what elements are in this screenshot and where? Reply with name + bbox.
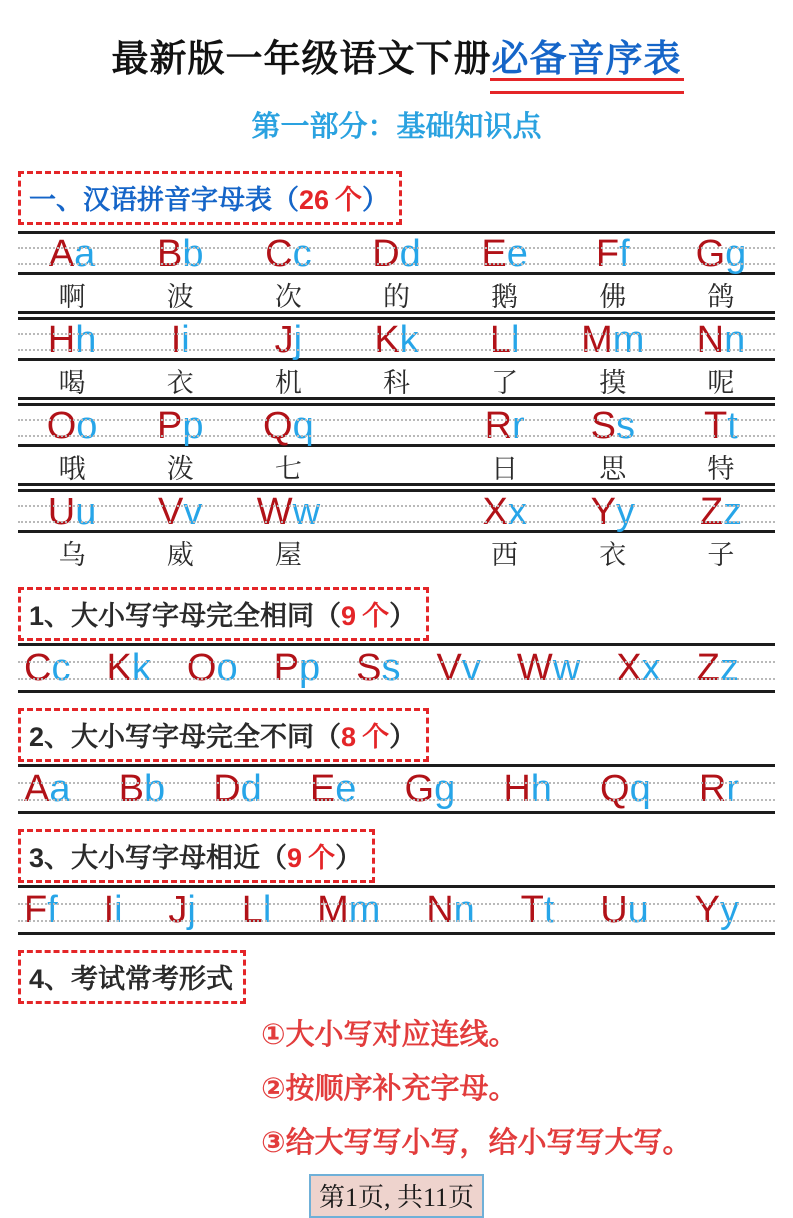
uppercase-letter: V <box>436 647 462 689</box>
uppercase-letter: S <box>356 647 382 689</box>
sound-char: 衣 <box>166 368 194 398</box>
letter-pair <box>48 319 97 361</box>
uppercase-letter: U <box>47 491 76 533</box>
letter-pair <box>48 491 97 533</box>
alphabet-sounds-row <box>18 533 775 572</box>
page-title-black: 最新版一年级语文下册 <box>111 38 492 79</box>
sound-char: 思 <box>599 454 627 484</box>
letter-pair <box>356 646 400 690</box>
uppercase-letter: C <box>265 233 293 275</box>
letter-pair <box>242 888 272 932</box>
lowercase-letter: c <box>51 647 71 689</box>
paren-close: ） <box>389 601 417 631</box>
uppercase-letter: D <box>372 233 400 275</box>
letter-pair <box>596 233 630 275</box>
subsection-3-label: 3、大小写字母相近 <box>29 843 261 873</box>
lowercase-letter: w <box>292 491 321 533</box>
letter-cell <box>451 406 559 446</box>
sound-char: 衣 <box>599 540 627 570</box>
lowercase-letter: f <box>47 889 58 931</box>
lowercase-letter: r <box>512 405 525 447</box>
letter-pair <box>697 646 739 690</box>
paren-close: ） <box>362 185 390 215</box>
lowercase-letter: k <box>399 319 419 361</box>
uppercase-letter: H <box>503 768 531 810</box>
letter-pair <box>119 767 166 811</box>
sound-char: 威 <box>166 540 194 570</box>
letter-pair <box>437 646 481 690</box>
sound-char: 机 <box>274 368 302 398</box>
lowercase-letter: d <box>240 768 262 810</box>
sound-char: 波 <box>166 282 194 312</box>
lowercase-letter: j <box>187 889 196 931</box>
uppercase-letter: M <box>581 319 613 361</box>
uppercase-letter: H <box>47 319 76 361</box>
lowercase-letter: t <box>727 405 738 447</box>
letter-cell <box>126 234 234 274</box>
uppercase-letter: D <box>213 768 241 810</box>
subsection-3-heading <box>18 829 375 883</box>
subsection-1-count: 9 <box>341 601 357 631</box>
letter-pair <box>213 767 262 811</box>
page-number-badge: 第1页, 共11页 <box>309 1174 484 1218</box>
page-title-blue-underlined: 必备音序表 <box>492 28 682 82</box>
uppercase-letter: Q <box>263 405 293 447</box>
subsection-2-heading <box>18 708 429 762</box>
page-subtitle: 第一部分：基础知识点 <box>251 111 542 143</box>
lowercase-letter: i <box>181 319 190 361</box>
sound-char: 鹅 <box>491 282 519 312</box>
letter-cell <box>559 320 667 360</box>
lowercase-letter: z <box>719 647 739 689</box>
subsection-3-unit: 个 <box>308 843 336 873</box>
lowercase-letter: k <box>131 647 151 689</box>
letter-cell <box>559 406 667 446</box>
uppercase-letter: K <box>374 319 400 361</box>
alphabet-letters-row <box>18 403 775 447</box>
letter-pair <box>700 491 742 533</box>
uppercase-letter: C <box>24 647 52 689</box>
sound-char: 科 <box>382 368 410 398</box>
lowercase-letter: o <box>216 647 238 689</box>
lowercase-letter: l <box>510 319 520 361</box>
letter-cell <box>559 234 667 274</box>
alphabet-letters-row <box>18 489 775 533</box>
sound-char: 日 <box>491 454 519 484</box>
uppercase-letter: P <box>273 647 299 689</box>
uppercase-letter: T <box>704 405 728 447</box>
lowercase-letter: y <box>719 889 739 931</box>
lowercase-letter: u <box>627 889 649 931</box>
paren-open: （ <box>260 843 288 873</box>
lowercase-letter: s <box>381 647 401 689</box>
letter-pair <box>104 888 123 932</box>
subsection-1-heading-wrap <box>18 587 775 641</box>
uppercase-letter: F <box>24 889 48 931</box>
alphabet-count: 26 <box>299 185 330 215</box>
lowercase-letter: c <box>292 233 312 275</box>
uppercase-letter: W <box>256 491 293 533</box>
letter-cell <box>451 492 559 532</box>
letters-row-identical <box>18 643 775 693</box>
sound-char: 屋 <box>274 540 302 570</box>
letter-pair <box>591 405 635 447</box>
letter-pair <box>482 491 526 533</box>
uppercase-letter: I <box>170 319 182 361</box>
letter-pair <box>317 888 380 932</box>
page-title <box>18 28 775 82</box>
sound-char: 啊 <box>58 282 86 312</box>
letter-pair <box>374 319 418 361</box>
letter-pair <box>503 767 552 811</box>
letter-cell <box>342 234 450 274</box>
exam-form-item: ②按顺序补充字母。 <box>261 1073 518 1105</box>
letter-cell <box>667 492 775 532</box>
letter-pair <box>168 888 195 932</box>
subsection-4-label: 4、考试常考形式 <box>29 964 234 994</box>
letter-pair <box>274 646 321 690</box>
uppercase-letter: Z <box>696 647 720 689</box>
letter-cell <box>126 320 234 360</box>
lowercase-letter: a <box>74 233 96 275</box>
uppercase-letter: B <box>118 768 144 810</box>
lowercase-letter: e <box>506 233 528 275</box>
alphabet-count-unit: 个 <box>335 185 363 215</box>
letter-cell <box>126 492 234 532</box>
letter-cell <box>667 234 775 274</box>
sound-char: 西 <box>491 540 519 570</box>
sound-char: 特 <box>707 454 735 484</box>
uppercase-letter: K <box>106 647 132 689</box>
alphabet-sounds-row <box>18 447 775 486</box>
uppercase-letter: B <box>156 233 183 275</box>
uppercase-letter: U <box>600 889 628 931</box>
letter-pair <box>517 646 580 690</box>
lowercase-letter: o <box>76 405 98 447</box>
letter-pair <box>521 888 555 932</box>
lowercase-letter: l <box>262 889 272 931</box>
sound-char: 鸽 <box>707 282 735 312</box>
sound-char: 呢 <box>707 368 735 398</box>
uppercase-letter: Q <box>600 768 630 810</box>
letter-pair <box>265 233 311 275</box>
sound-char: 喝 <box>58 368 86 398</box>
uppercase-letter: G <box>404 768 435 810</box>
letter-pair <box>157 233 204 275</box>
lowercase-letter: h <box>530 768 552 810</box>
lowercase-letter: p <box>182 405 204 447</box>
exam-form-item: ①大小写对应连线。 <box>261 1019 518 1051</box>
uppercase-letter: A <box>48 233 75 275</box>
sound-char: 七 <box>274 454 302 484</box>
uppercase-letter: Y <box>694 889 720 931</box>
lowercase-letter: t <box>543 889 555 931</box>
uppercase-letter: T <box>520 889 544 931</box>
letter-pair <box>616 646 660 690</box>
subsection-2-count: 8 <box>341 722 357 752</box>
letter-cell <box>667 406 775 446</box>
lowercase-letter: z <box>723 491 743 533</box>
uppercase-letter: O <box>46 405 77 447</box>
letter-pair <box>426 888 475 932</box>
uppercase-letter: M <box>317 889 349 931</box>
paren-open: （ <box>272 185 299 215</box>
subsection-1-label: 1、大小写字母完全相同 <box>29 601 315 631</box>
letter-pair <box>485 405 525 447</box>
letter-pair <box>106 646 150 690</box>
uppercase-letter: J <box>168 889 188 931</box>
sound-char: 了 <box>491 368 519 398</box>
uppercase-letter: V <box>158 491 184 533</box>
subsection-1-unit: 个 <box>362 601 390 631</box>
paren-open: （ <box>314 601 342 631</box>
sound-char: 泼 <box>166 454 194 484</box>
letter-pair <box>600 767 651 811</box>
lowercase-letter: m <box>348 889 381 931</box>
subsection-3-count: 9 <box>287 843 303 873</box>
uppercase-letter: J <box>274 319 294 361</box>
uppercase-letter: R <box>698 768 727 810</box>
letter-cell <box>342 406 450 446</box>
alphabet-sounds-row <box>18 361 775 400</box>
exam-forms-list <box>261 1012 775 1161</box>
lowercase-letter: v <box>183 491 203 533</box>
letter-pair <box>372 233 421 275</box>
lowercase-letter: x <box>641 647 661 689</box>
lowercase-letter: b <box>182 233 204 275</box>
uppercase-letter: L <box>489 319 511 361</box>
lowercase-letter: p <box>298 647 321 689</box>
uppercase-letter: R <box>484 405 513 447</box>
uppercase-letter: X <box>616 647 642 689</box>
letter-pair <box>699 767 739 811</box>
letter-cell <box>451 234 559 274</box>
exam-form-item: ③给大写写小写，给小写写大写。 <box>261 1127 692 1159</box>
letter-pair <box>600 888 649 932</box>
letter-pair <box>275 319 302 361</box>
subsection-2-heading-wrap <box>18 708 775 762</box>
lowercase-letter: x <box>507 491 527 533</box>
alphabet-letters-row <box>18 317 775 361</box>
letter-cell <box>18 234 126 274</box>
letter-pair <box>263 405 314 447</box>
uppercase-letter: P <box>156 405 183 447</box>
uppercase-letter: A <box>24 768 50 810</box>
letter-pair <box>697 319 746 361</box>
letter-pair <box>49 233 96 275</box>
lowercase-letter: n <box>724 319 746 361</box>
letter-pair <box>696 233 747 275</box>
sound-char: 的 <box>382 282 410 312</box>
lowercase-letter: w <box>552 647 581 689</box>
letter-pair <box>24 646 70 690</box>
lowercase-letter: n <box>453 889 475 931</box>
subsection-4-heading <box>18 950 246 1004</box>
uppercase-letter: O <box>186 647 217 689</box>
lowercase-letter: g <box>725 233 747 275</box>
letter-cell <box>342 492 450 532</box>
uppercase-letter: X <box>482 491 508 533</box>
lowercase-letter: r <box>726 768 739 810</box>
letter-cell <box>234 234 342 274</box>
uppercase-letter: S <box>590 405 616 447</box>
lowercase-letter: v <box>461 647 481 689</box>
alphabet-section-heading <box>18 171 402 225</box>
letter-pair <box>24 888 58 932</box>
lowercase-letter: h <box>75 319 97 361</box>
letter-pair <box>171 319 190 361</box>
letter-cell <box>667 320 775 360</box>
uppercase-letter: I <box>103 889 115 931</box>
uppercase-letter: N <box>426 889 454 931</box>
sound-char: 佛 <box>599 282 627 312</box>
lowercase-letter: e <box>335 768 357 810</box>
lowercase-letter: b <box>143 768 166 810</box>
uppercase-letter: F <box>595 233 620 275</box>
subsection-3-heading-wrap <box>18 829 775 883</box>
lowercase-letter: y <box>615 491 635 533</box>
alphabet-letters-row <box>18 231 775 275</box>
sound-char: 次 <box>274 282 302 312</box>
letter-cell <box>451 320 559 360</box>
subsection-2-label: 2、大小写字母完全不同 <box>29 722 315 752</box>
paren-open: （ <box>314 722 342 752</box>
letter-cell <box>559 492 667 532</box>
letter-cell <box>18 320 126 360</box>
letter-pair <box>24 767 71 811</box>
letter-pair <box>158 491 202 533</box>
letter-pair <box>695 888 739 932</box>
alphabet-section-heading-wrap <box>18 171 775 225</box>
lowercase-letter: g <box>434 768 456 810</box>
uppercase-letter: L <box>241 889 263 931</box>
subsection-1-heading <box>18 587 429 641</box>
lowercase-letter: u <box>75 491 97 533</box>
letter-pair <box>310 767 357 811</box>
lowercase-letter: q <box>629 768 651 810</box>
paren-close: ） <box>335 843 363 873</box>
letter-pair <box>581 319 644 361</box>
letter-cell <box>18 406 126 446</box>
lowercase-letter: a <box>49 768 71 810</box>
letter-pair <box>490 319 520 361</box>
letters-row-different <box>18 764 775 814</box>
letter-cell <box>234 406 342 446</box>
letter-pair <box>157 405 204 447</box>
alphabet-heading-label: 一、汉语拼音字母表 <box>29 185 272 215</box>
uppercase-letter: G <box>695 233 726 275</box>
alphabet-table <box>18 231 775 572</box>
letter-pair <box>257 491 320 533</box>
letter-cell <box>126 406 234 446</box>
letter-cell <box>342 320 450 360</box>
uppercase-letter: E <box>309 768 336 810</box>
letter-pair <box>187 646 238 690</box>
uppercase-letter: Y <box>590 491 616 533</box>
letters-row-similar <box>18 885 775 935</box>
letter-cell <box>18 492 126 532</box>
lowercase-letter: q <box>292 405 314 447</box>
subsection-2-unit: 个 <box>362 722 390 752</box>
page-footer <box>18 1174 775 1218</box>
paren-close: ） <box>389 722 417 752</box>
letter-cell <box>234 492 342 532</box>
lowercase-letter: f <box>619 233 630 275</box>
lowercase-letter: j <box>293 319 303 361</box>
letter-pair <box>591 491 635 533</box>
lowercase-letter: d <box>399 233 421 275</box>
letter-pair <box>405 767 456 811</box>
uppercase-letter: E <box>481 233 507 275</box>
uppercase-letter: Z <box>699 491 724 533</box>
uppercase-letter: N <box>696 319 725 361</box>
lowercase-letter: i <box>114 889 123 931</box>
letter-pair <box>47 405 98 447</box>
lowercase-letter: m <box>612 319 645 361</box>
alphabet-sounds-row <box>18 275 775 314</box>
letter-pair <box>481 233 528 275</box>
sound-char: 摸 <box>599 368 627 398</box>
uppercase-letter: W <box>516 647 553 689</box>
sound-char: 哦 <box>58 454 86 484</box>
subsection-4-heading-wrap <box>18 950 775 1004</box>
letter-pair <box>704 405 738 447</box>
sound-char: 子 <box>707 540 735 570</box>
sound-char: 乌 <box>58 540 86 570</box>
lowercase-letter: s <box>615 405 635 447</box>
letter-cell <box>234 320 342 360</box>
